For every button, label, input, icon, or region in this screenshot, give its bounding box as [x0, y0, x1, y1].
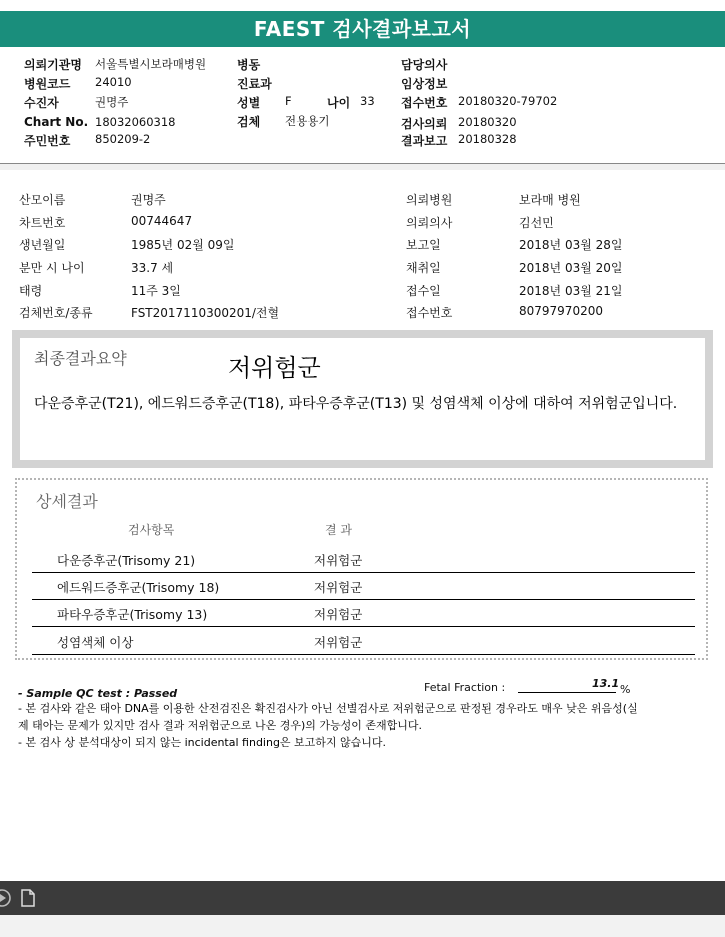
table-row	[32, 573, 695, 600]
header-label: 접수번호	[401, 96, 448, 110]
patient-label: 의뢰병원	[406, 193, 453, 207]
header-row	[401, 115, 517, 132]
table-row	[32, 600, 695, 627]
patient-label: 접수일	[406, 284, 441, 298]
header-label: 검사의뢰	[401, 117, 448, 131]
test-result: 저위험군	[314, 553, 363, 568]
header-row	[327, 94, 375, 111]
patient-value: 80797970200	[519, 304, 603, 318]
document-icon[interactable]	[18, 888, 38, 908]
patient-label: 분만 시 나이	[19, 261, 85, 275]
test-result: 저위험군	[314, 580, 363, 595]
detail-box	[15, 478, 708, 660]
header-row	[24, 75, 132, 92]
header-label: 결과보고	[401, 134, 448, 148]
header-divider	[0, 163, 725, 170]
header-label: 병동	[237, 58, 261, 72]
patient-value: FST2017110300201/전혈	[131, 306, 280, 320]
header-label: 진료과	[237, 77, 272, 91]
header-row	[401, 56, 447, 73]
detail-heading: 상세결과	[36, 492, 98, 511]
header-row	[24, 94, 129, 111]
fetal-fraction-unit: %	[620, 683, 631, 696]
header-value: F	[285, 94, 292, 108]
header-label: 의뢰기관명	[24, 58, 82, 72]
header-row	[24, 132, 151, 149]
summary-box	[12, 330, 713, 468]
note-line: 제 태아는 문제가 있지만 검사 결과 저위험군으로 나온 경우)의 가능성이 존재합니다.	[18, 719, 423, 732]
header-value: 850209-2	[95, 132, 151, 146]
patient-label: 산모이름	[19, 193, 66, 207]
header-label: 검체	[237, 115, 261, 129]
test-result: 저위험군	[314, 607, 363, 622]
header-row	[237, 56, 260, 73]
header-label: 성별	[237, 96, 261, 110]
test-item: 파타우증후군(Trisomy 13)	[57, 607, 208, 622]
header-label: 담당의사	[401, 58, 448, 72]
header-label: 나이	[327, 96, 351, 110]
header-value: 18032060318	[95, 115, 176, 129]
patient-label: 태령	[19, 284, 43, 298]
patient-label: 검체번호/종류	[19, 306, 93, 320]
summary-heading: 최종결과요약	[34, 349, 127, 368]
header-row	[237, 94, 292, 111]
patient-label: 채취일	[406, 261, 441, 275]
header-label: Chart No.	[24, 115, 89, 129]
summary-result: 저위험군	[228, 354, 321, 382]
header-row	[24, 56, 207, 73]
fetal-fraction-value: 13.1	[592, 677, 620, 690]
header-value: 33	[360, 94, 375, 108]
patient-value: 2018년 03월 28일	[519, 238, 623, 252]
patient-value: 33.7 세	[131, 261, 174, 275]
patient-value: 11주 3일	[131, 284, 181, 298]
header-row	[24, 115, 176, 129]
test-item: 에드워드증후군(Trisomy 18)	[57, 580, 220, 595]
header-value: 24010	[95, 75, 132, 89]
summary-panel	[20, 338, 705, 460]
header-row	[237, 75, 272, 92]
viewer-footer	[0, 915, 725, 937]
patient-value: 2018년 03월 20일	[519, 261, 623, 275]
patient-label: 접수번호	[406, 306, 453, 320]
patient-value: 김선민	[519, 216, 554, 230]
report-title: FAEST 검사결과보고서	[0, 11, 725, 47]
summary-text: 다운증후군(T21), 에드워드증후군(T18), 파타우증후군(T13) 및 성염색체 이상에 대하여 저위험군입니다.	[34, 396, 678, 412]
note-line: - 본 검사 상 분석대상이 되지 않는 incidental finding은 보고하지 않습니다.	[18, 736, 387, 749]
viewer-toolbar	[0, 881, 725, 915]
header-label: 주민번호	[24, 134, 71, 148]
header-label: 수진자	[24, 96, 59, 110]
patient-value: 00744647	[131, 214, 193, 228]
patient-label: 의뢰의사	[406, 216, 453, 230]
header-label: 임상정보	[401, 77, 448, 91]
patient-value: 권명주	[131, 193, 166, 207]
header-label: 병원코드	[24, 77, 71, 91]
patient-value: 보라매 병원	[519, 193, 581, 207]
column-header-result: 결 과	[325, 523, 352, 537]
patient-label: 생년월일	[19, 238, 66, 252]
table-row	[32, 546, 695, 573]
fetal-fraction-underline	[518, 692, 616, 693]
table-row	[32, 628, 695, 655]
header-value: 20180320	[458, 115, 517, 129]
patient-label: 차트번호	[19, 216, 66, 230]
patient-value: 1985년 02월 09일	[131, 238, 235, 252]
header-value: 서울특별시보라매병원	[95, 57, 207, 71]
header-value: 전용용기	[285, 114, 330, 128]
fetal-fraction-label: Fetal Fraction :	[424, 681, 506, 694]
header-row	[401, 94, 558, 111]
header-row	[237, 113, 330, 130]
header-value: 20180328	[458, 132, 517, 146]
header-value: 20180320-79702	[458, 94, 558, 108]
header-row	[401, 132, 517, 149]
test-item: 다운증후군(Trisomy 21)	[57, 553, 196, 568]
header-value: 권명주	[95, 95, 129, 109]
test-result: 저위험군	[314, 635, 363, 650]
column-header-item: 검사항목	[128, 523, 175, 537]
qc-status: - Sample QC test : Passed	[18, 687, 178, 700]
patient-label: 보고일	[406, 238, 441, 252]
patient-value: 2018년 03월 21일	[519, 284, 623, 298]
note-line: - 본 검사와 같은 태아 DNA를 이용한 산전검진은 확진검사가 아닌 선별검사로 저위험군으로 판정된 경우라도 매우 낮은 위음성(실	[18, 702, 638, 715]
test-item: 성염색체 이상	[57, 635, 134, 650]
header-row	[401, 75, 447, 92]
play-circle-icon[interactable]	[0, 888, 12, 908]
